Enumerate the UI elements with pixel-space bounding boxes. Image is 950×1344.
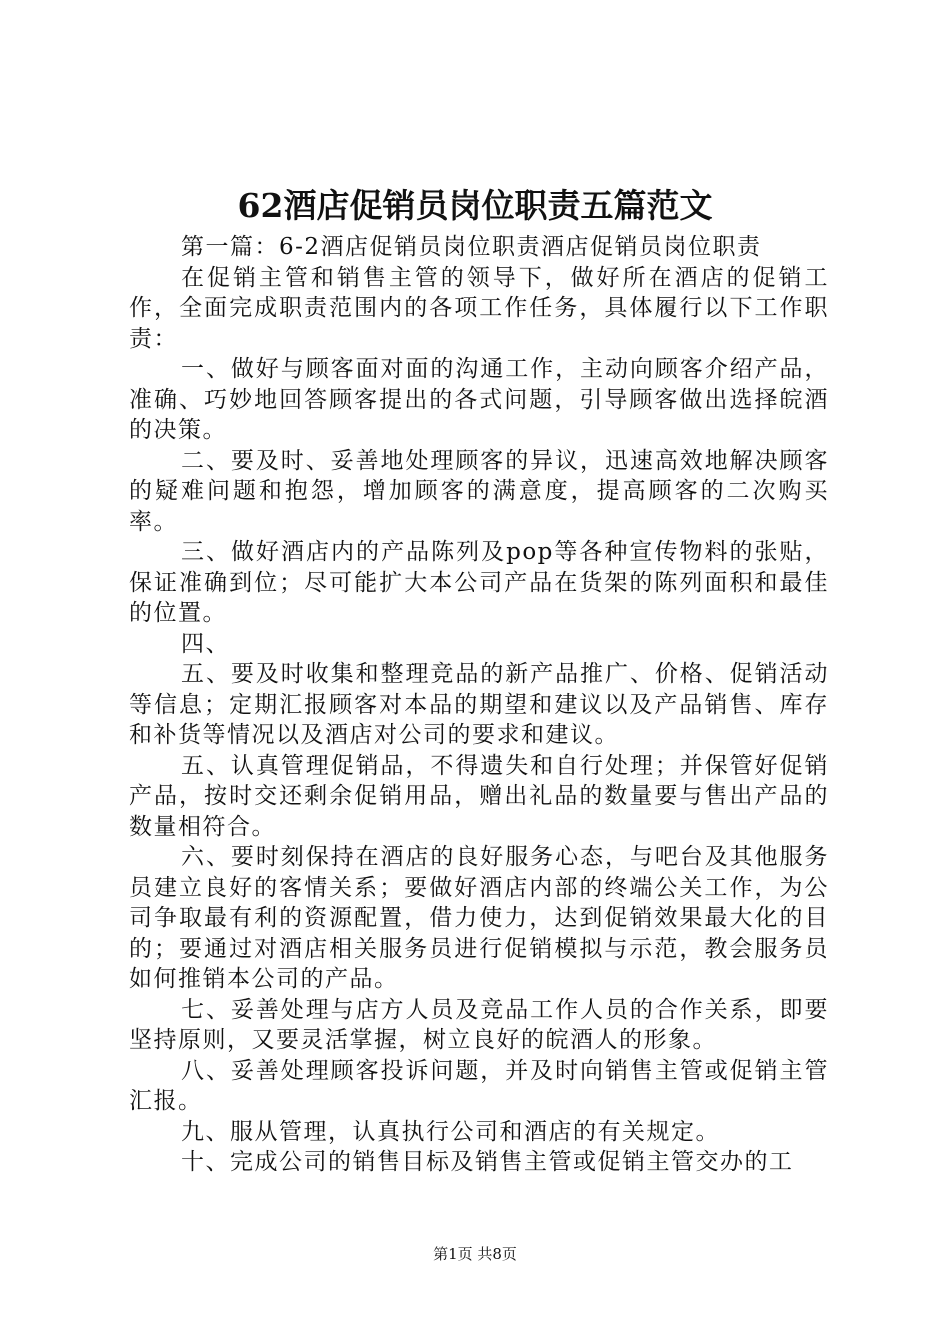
paragraph: 六、要时刻保持在酒店的良好服务心态，与吧台及其他服务员建立良好的客情关系；要做好酒店内部的终端公关工作，为公司争取最有利的资源配置，借力使力，达到促销效果最大化的目的；要通过对酒店相关服务员进行促销模拟与示范，教会服务员如何推销本公司的产品。 [129, 844, 829, 992]
paragraph: 第一篇：6-2酒店促销员岗位职责酒店促销员岗位职责 [181, 234, 762, 260]
paragraph: 九、服从管理，认真执行公司和酒店的有关规定。 [181, 1118, 720, 1145]
page-footer: 第1页 共8页 [433, 1245, 517, 1263]
document-title: 62酒店促销员岗位职责五篇范文 [237, 186, 713, 225]
paragraph: 在促销主管和销售主管的领导下，做好所在酒店的促销工作，全面完成职责范围内的各项工作任务，具体履行以下工作职责： [129, 264, 829, 352]
paragraph: 七、妥善处理与店方人员及竞品工作人员的合作关系，即要坚持原则，又要灵活掌握，树立良好的皖酒人的形象。 [129, 996, 829, 1053]
paragraph: 三、做好酒店内的产品陈列及pop等各种宣传物料的张贴，保证准确到位；尽可能扩大本公司产品在货架的陈列面积和最佳的位置。 [129, 539, 829, 626]
paragraph: 一、做好与顾客面对面的沟通工作，主动向顾客介绍产品，准确、巧妙地回答顾客提出的各式问题，引导顾客做出选择皖酒的决策。 [129, 356, 829, 443]
document-body [129, 232, 829, 1178]
paragraph: 二、要及时、妥善地处理顾客的异议，迅速高效地解决顾客的疑难问题和抱怨，增加顾客的满意度，提高顾客的二次购买率。 [129, 447, 829, 535]
paragraph: 四、 [181, 630, 230, 657]
paragraph: 五、认真管理促销品，不得遗失和自行处理；并保管好促销产品，按时交还剩余促销用品，赠出礼品的数量要与售出产品的数量相符合。 [129, 752, 829, 840]
paragraph: 八、妥善处理顾客投诉问题，并及时向销售主管或促销主管汇报。 [129, 1057, 829, 1114]
paragraph: 十、完成公司的销售目标及销售主管或促销主管交办的工 [181, 1149, 794, 1175]
paragraph: 五、要及时收集和整理竞品的新产品推广、价格、促销活动等信息；定期汇报顾客对本品的期望和建议以及产品销售、库存和补货等情况以及酒店对公司的要求和建议。 [129, 661, 829, 748]
